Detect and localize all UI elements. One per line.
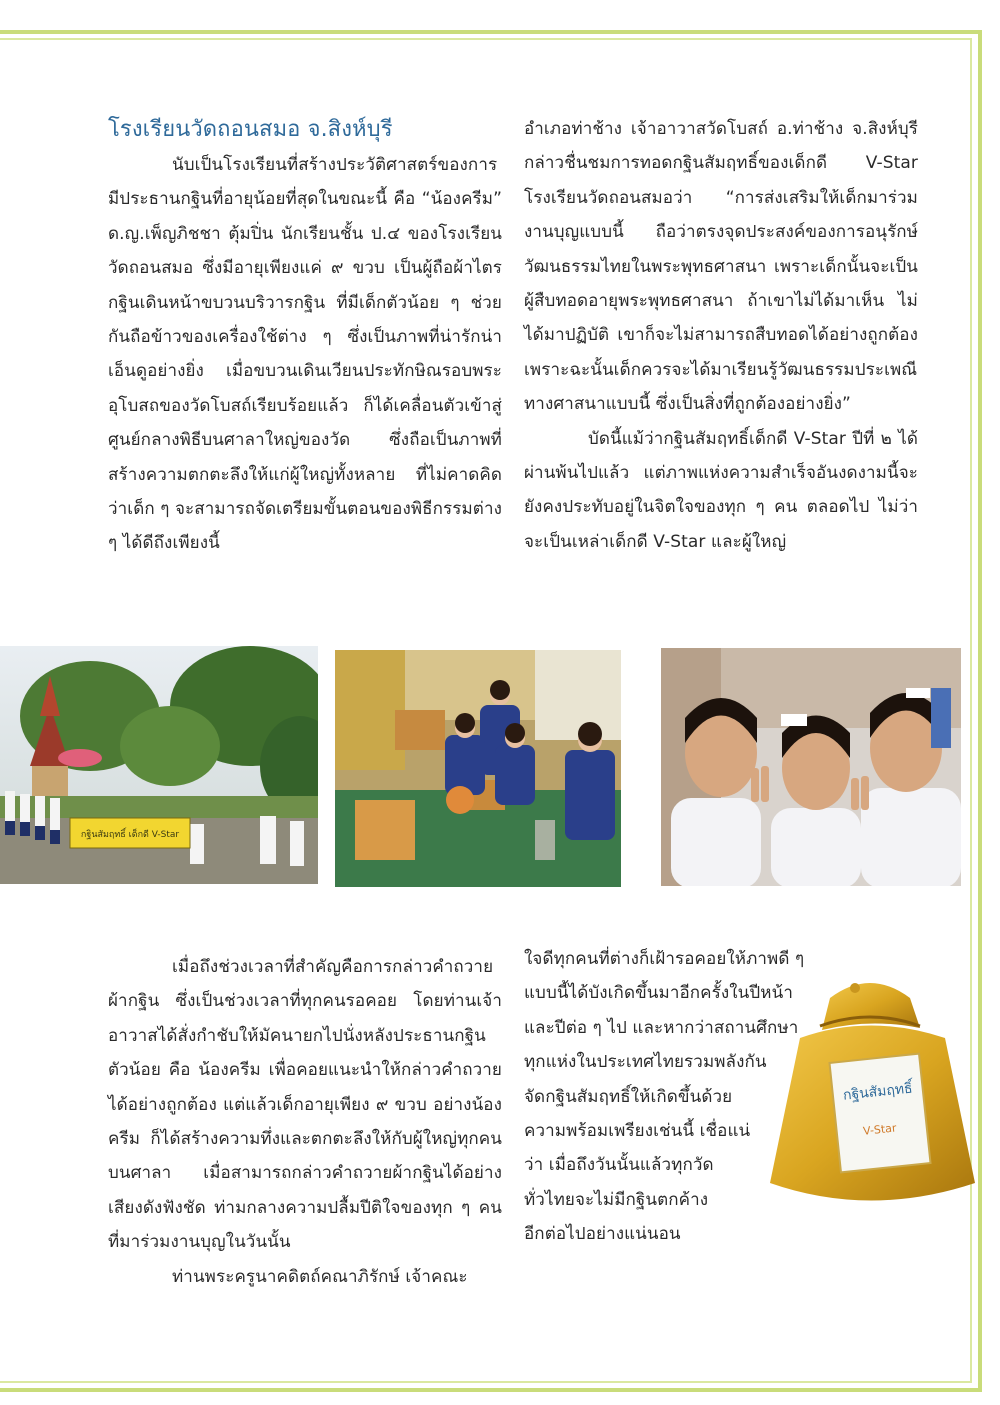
paragraph: นับเป็นโรงเรียนที่สร้างประวัติศาสตร์ของการมีประธานกฐินที่อายุน้อยที่สุดในขณะนี้ คือ “น้องครีม” ด.ญ.เพ็ญภิชชา ตุ้มปิ่น นักเรียนชั้น ป.๔ ของโรงเรียนวัดถอนสมอ ซึ่งมีอายุเพียงแค่ ๙ ขวบ เป็นผู้ถือผ้าไตรกฐินเดินหน้าขบวนบริวารกฐิน ที่มีเด็กตัวน้อย ๆ ช่วยกันถือข้าวของเครื่องใช้ต่าง ๆ ซึ่งเป็นภาพที่น่ารักน่าเอ็นดูอย่างยิ่ง เมื่อขบวนเดินเวียนประทักษิณรอบพระอุโบสถของวัดโบสถ์เรียบร้อยแล้ว ก็ได้เคลื่อนตัวเข้าสู่ศูนย์กลางพิธีบนศาลาใหญ่ของวัด ซึ่งถือเป็นภาพที่สร้างความตกตะลึงให้แก่ผู้ใหญ่ทั้งหลาย ที่ไม่คาดคิดว่าเด็ก ๆ จะสามารถจัดเตรียมขั้นตอนของพิธีกรรมต่าง ๆ ได้ดีถึงเพียงนี้ — [108, 155, 502, 554]
text-line: ใจดีทุกคนที่ต่างก็เฝ้ารอคอยให้ภาพดี ๆ — [524, 949, 805, 969]
text-line: ความพร้อมเพรียงเช่นนี้ เชื่อแน่ — [524, 1121, 751, 1142]
paragraph: อำเภอท่าช้าง เจ้าอาวาสวัดโบสถ์ อ.ท่าช้าง จ.สิงห์บุรี กล่าวชื่นชมการทอดกฐินสัมฤทธิ์ของเด็กดี V-Star โรงเรียนวัดถอนสมอว่า “การส่งเสริมให้เด็กมาร่วมงานบุญแบบนี้ ถือว่าตรงจุดประสงค์ของการอนุรักษ์วัฒนธรรมไทยในพระพุทธศาสนา เพราะเด็กนั้นจะเป็นผู้สืบทอดอายุพระพุทธศาสนา ถ้าเขาไม่ได้มาเห็น ไม่ได้มาปฏิบัติ เขาก็จะไม่สามารถสืบทอดได้อย่างถูกต้อง เพราะฉะนั้นเด็กควรจะได้มาเรียนรู้วัฒนธรรมประเพณีทางศาสนาแบบนี้ ซึ่งเป็นสิ่งที่ถูกต้องอย่างยิ่ง” — [524, 119, 918, 415]
procession-banner: กฐินสัมฤทธิ์ เด็กดี V-Star — [80, 830, 180, 840]
photo-children-smiling — [661, 648, 961, 886]
bag-label-title: กฐินสัมฤทธิ์ — [842, 1080, 914, 1104]
photo-students-preparing — [335, 650, 621, 887]
text-line: ว่า เมื่อถึงวันนั้นแล้วทุกวัด — [524, 1155, 714, 1176]
paragraph: เมื่อถึงช่วงเวลาที่สำคัญคือการกล่าวคำถวายผ้ากฐิน ซึ่งเป็นช่วงเวลาที่ทุกคนรอคอย โดยท่านเจ้าอาวาสได้สั่งกำชับให้มัคนายกไปนั่งหลังประธานกฐินตัวน้อย คือ น้องครีม เพื่อคอยแนะนำให้กล่าวคำถวายได้อย่างถูกต้อง แต่แล้วเด็กอายุเพียง ๙ ขวบ อย่างน้องครีม ก็ได้สร้างความทึ่งและตกตะลึงให้กับผู้ใหญ่ทุกคนบนศาลา เมื่อสามารถกล่าวคำถวายผ้ากฐินได้อย่างเสียงดังฟังชัด ท่ามกลางความปลื้มปีติใจของทุก ๆ คน ที่มาร่วมงานบุญในวันนั้น — [108, 957, 502, 1253]
text-line: และปีต่อ ๆ ไป และหากว่าสถานศึกษา — [524, 1017, 799, 1038]
text-line: ทั่วไทยจะไม่มีกฐินตกค้าง — [524, 1189, 709, 1210]
text-line: อีกต่อไปอย่างแน่นอน — [524, 1224, 681, 1245]
paragraph: บัดนี้แม้ว่ากฐินสัมฤทธิ์เด็กดี V-Star ปีที่ ๒ ได้ผ่านพ้นไปแล้ว แต่ภาพแห่งความสำเร็จอันงดงามนี้จะยังคงประทับอยู่ในจิตใจของทุก ๆ คน ตลอดไป ไม่ว่าจะเป็นเหล่าเด็กดี V-Star และผู้ใหญ่ — [524, 428, 918, 552]
column-bottom-left — [108, 950, 502, 1294]
bag-label-sub: V-Star — [862, 1121, 898, 1138]
text-line: จัดกฐินสัมฤทธิ์ให้เกิดขึ้นด้วย — [524, 1086, 733, 1107]
column-top-left — [108, 112, 502, 561]
column-top-right — [524, 112, 918, 559]
paragraph: ท่านพระครูนาคดิตถ์คณาภิรักษ์ เจ้าคณะ — [172, 1266, 468, 1287]
text-line: ทุกแห่งในประเทศไทยรวมพลังกัน — [524, 1052, 767, 1073]
kathin-gold-bag-image — [760, 968, 982, 1218]
text-line: แบบนี้ได้บังเกิดขึ้นมาอีกครั้งในปีหน้า — [524, 983, 793, 1004]
article-heading: โรงเรียนวัดถอนสมอ จ.สิงห์บุรี — [108, 117, 393, 142]
photo-procession — [0, 646, 318, 884]
